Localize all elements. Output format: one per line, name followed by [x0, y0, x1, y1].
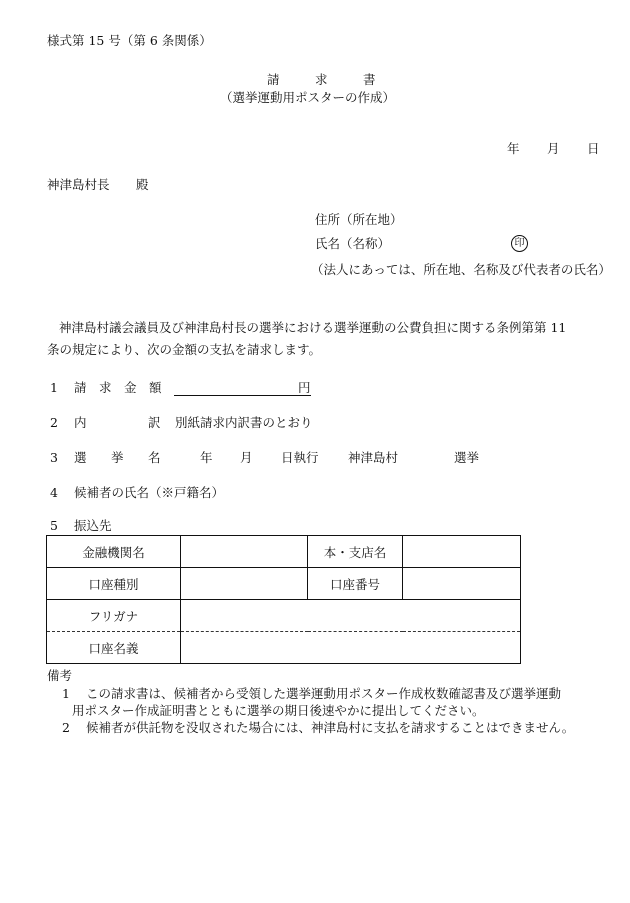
item-2-number: 2	[50, 415, 58, 430]
item-1-number: 1	[50, 380, 58, 395]
remarks-heading: 備考	[47, 668, 73, 683]
amount-underline	[174, 395, 311, 396]
title-char-2: 求	[315, 72, 328, 87]
title-char-3: 書	[363, 72, 376, 87]
item-4-label: 候補者の氏名（※戸籍名）	[74, 485, 225, 500]
item-3-month: 月	[240, 450, 253, 465]
date-month: 月	[547, 141, 560, 156]
remark-1-line-1: この請求書は、候補者から受領した選挙運動用ポスター作成枚数確認書及び選挙運動	[86, 686, 562, 701]
table-row	[47, 600, 521, 632]
item-3-number: 3	[50, 450, 58, 465]
address-label: 住所（所在地）	[315, 212, 403, 227]
remark-1-number: 1	[62, 686, 70, 701]
branch-field[interactable]	[403, 536, 521, 568]
body-line-1: 神津島村議会議員及び神津島村長の選挙における選挙運動の公費負担に関する条例第第 11	[59, 320, 567, 335]
item-3-date-text: 日執行	[281, 450, 319, 465]
seal-mark: 印	[511, 235, 528, 252]
date-year: 年	[507, 141, 520, 156]
bank-transfer-table	[46, 535, 521, 664]
addressee-name: 神津島村長	[47, 177, 110, 192]
furigana-label: フリガナ	[47, 600, 181, 632]
item-3-label-a: 選	[74, 450, 87, 465]
body-line-2: 条の規定により、次の金額の支払を請求します。	[47, 342, 322, 357]
item-3-village: 神津島村	[348, 450, 399, 465]
item-3-label-c: 名	[148, 450, 161, 465]
item-4-number: 4	[50, 485, 58, 500]
account-number-label: 口座番号	[308, 568, 403, 600]
item-2-label-a: 内	[74, 415, 87, 430]
institution-label: 金融機関名	[47, 536, 181, 568]
account-type-field[interactable]	[181, 568, 308, 600]
form-number: 様式第 15 号（第 6 条関係）	[47, 33, 212, 48]
item-1-unit: 円	[298, 380, 311, 395]
account-number-field[interactable]	[403, 568, 521, 600]
furigana-field[interactable]	[181, 600, 521, 632]
account-holder-label: 口座名義	[47, 632, 181, 664]
remark-2-line-1: 候補者が供託物を没収された場合には、神津島村に支払を請求することはできません。	[86, 720, 575, 735]
subtitle: （選挙運動用ポスターの作成）	[220, 90, 396, 105]
title-char-1: 請	[267, 72, 280, 87]
institution-field[interactable]	[181, 536, 308, 568]
item-5-number: 5	[50, 518, 58, 533]
table-row	[47, 632, 521, 664]
remark-1-line-2: 用ポスター作成証明書とともに選挙の期日後速やかに提出してください。	[72, 703, 485, 718]
item-3-label-b: 挙	[111, 450, 124, 465]
item-5-label: 振込先	[74, 518, 112, 533]
addressee-honorific: 殿	[136, 177, 149, 192]
item-2-label-b: 訳	[148, 415, 161, 430]
table-row	[47, 568, 521, 600]
table-row	[47, 536, 521, 568]
item-3-election: 選挙	[454, 450, 480, 465]
account-type-label: 口座種別	[47, 568, 181, 600]
date-day: 日	[587, 141, 600, 156]
item-2-value: 別紙請求内訳書のとおり	[175, 415, 313, 430]
corporation-note: （法人にあっては、所在地、名称及び代表者の氏名）	[311, 262, 611, 277]
item-3-year: 年	[200, 450, 213, 465]
item-1-label: 請 求 金 額	[74, 380, 162, 395]
branch-label: 本・支店名	[308, 536, 403, 568]
account-holder-field[interactable]	[181, 632, 521, 664]
name-label: 氏名（名称）	[315, 236, 391, 251]
remark-2-number: 2	[62, 720, 70, 735]
